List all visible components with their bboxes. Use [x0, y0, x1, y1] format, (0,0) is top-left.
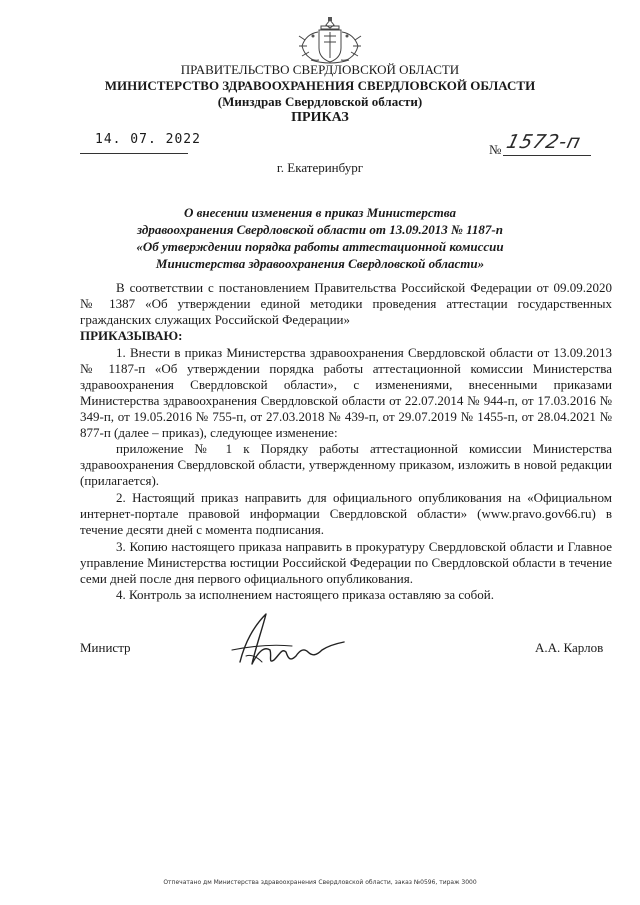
title-line: О внесении изменения в приказ Министерства	[183, 205, 457, 220]
item-1-paragraph: 1. Внести в приказ Министерства здравоохранения Свердловской области от 13.09.2013 № 1187-п «Об утверждении порядка работы аттестационной комиссии Министерства здравоохранения Свердловской области», с изменениями, внесенными приказами Министерства здравоохранения Свердловской области от 22.07.2014 № 944-п, от 17.03.2016 № 349-п, от 19.05.2016 № 755-п, от 27.03.2018 № 439-п, от 29.07.2019 № 1455-п, от 28.04.2021 № 877-п (далее – приказ), следующее изменение:	[80, 345, 612, 440]
city: г. Екатеринбург	[276, 160, 364, 175]
item-4-paragraph: 4. Контроль за исполнением настоящего приказа оставляю за собой.	[116, 587, 494, 602]
org-name-line3: (Минздрав Свердловской области)	[217, 94, 423, 109]
item-3-paragraph: 3. Копию настоящего приказа направить в прокуратуру Свердловской области и Главное управление Министерства юстиции Российской Федерации по Свердловской области в течение семи дней после дня первого официального опубликования.	[80, 539, 612, 586]
number-sign: №	[489, 142, 502, 157]
item-1-sub-paragraph: приложение № 1 к Порядку работы аттестационной комиссии Министерства здравоохранения Свердловской области, утвержденному приказом, изложить в новой редакции (прилагается).	[80, 441, 612, 488]
document-type: ПРИКАЗ	[291, 110, 349, 125]
print-footer: Отпечатано дм Министерства здравоохранения Свердловской области, заказ №0596, тираж 3000	[163, 879, 477, 886]
number-underline	[503, 155, 591, 156]
order-word: ПРИКАЗЫВАЮ:	[80, 328, 183, 343]
org-name-line2: МИНИСТЕРСТВО ЗДРАВООХРАНЕНИЯ СВЕРДЛОВСКОЙ ОБЛАСТИ	[104, 78, 536, 93]
org-name-line1: ПРАВИТЕЛЬСТВО СВЕРДЛОВСКОЙ ОБЛАСТИ	[180, 62, 460, 77]
order-date: 14. 07. 2022	[95, 132, 201, 147]
handwritten-signature	[222, 606, 352, 676]
order-number: 1572-п	[504, 131, 584, 153]
date-underline	[80, 153, 188, 154]
preamble-paragraph: В соответствии с постановлением Правительства Российской Федерации от 09.09.2020 № 1387 «Об утверждении единой методики проведения аттестации государственных гражданских служащих Российской Федерации»	[80, 280, 612, 327]
title-line: Министерства здравоохранения Свердловской области»	[155, 256, 485, 271]
signatory-name: А.А. Карлов	[535, 640, 604, 655]
title-line: здравоохранения Свердловской области от 13.09.2013 № 1187-п	[137, 222, 503, 237]
coat-of-arms-emblem	[291, 16, 369, 66]
title-line: «Об утверждении порядка работы аттестационной комиссии	[136, 239, 504, 254]
signatory-position: Министр	[80, 640, 131, 655]
item-2-paragraph: 2. Настоящий приказ направить для официального опубликования на «Официальном интернет-портале правовой информации Свердловской области» (www.pravo.gov66.ru) в течение десяти дней с момента подписания.	[80, 490, 612, 537]
